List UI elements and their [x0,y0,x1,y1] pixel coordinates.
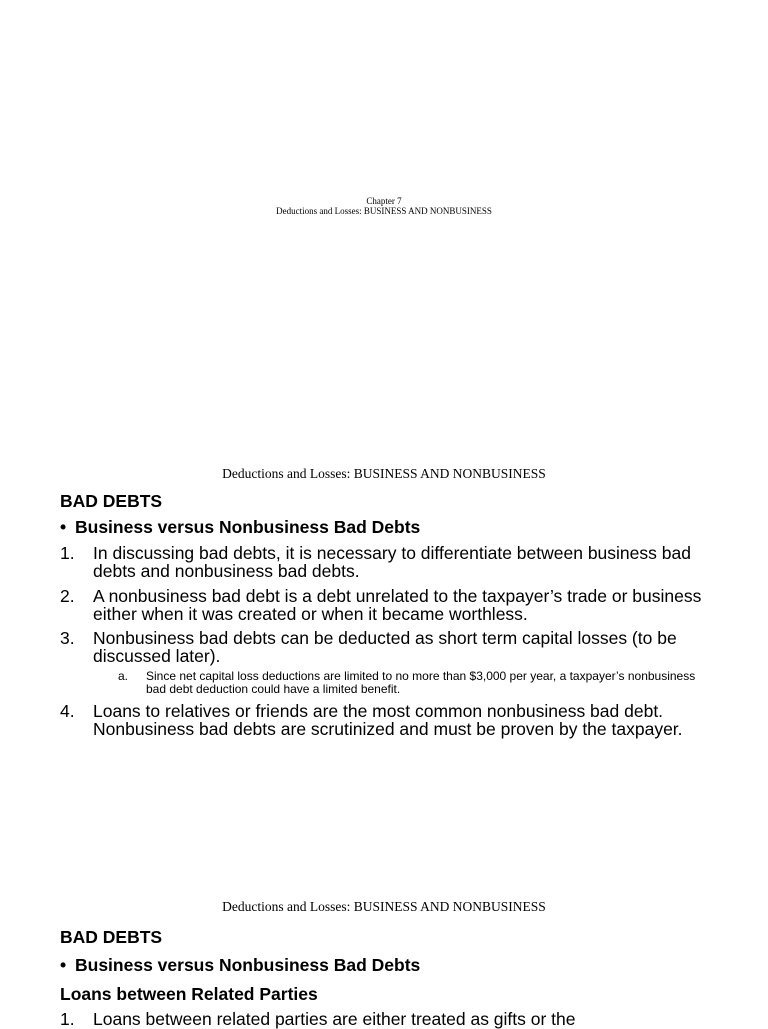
bullet-marker: • [60,955,67,975]
chapter-title-block [0,196,768,216]
list-item-number: 2. [60,586,75,606]
list-item-text: A nonbusiness bad debt is a debt unrelated to the taxpayer’s trade or business either when it was created or when it became worthless. [93,586,702,624]
list-item-number: 4. [60,701,75,721]
list-item [60,703,720,738]
section-heading: BAD DEBTS [60,927,163,947]
list-item-text: Loans between related parties are either treated as gifts or the [93,1009,576,1029]
chapter-number: Chapter 7 [366,196,402,206]
bullet-text: Business versus Nonbusiness Bad Debts [75,517,421,537]
sub-heading: Loans between Related Parties [60,984,318,1004]
chapter-title: Deductions and Losses: BUSINESS AND NONBUSINESS [276,206,492,216]
list-item-number: 1. [60,1009,75,1029]
list-item [60,588,720,623]
bullet-heading [60,955,420,975]
sub-list-item-text: Since net capital loss deductions are limited to no more than $3,000 per year, a taxpayer’s nonbusiness bad debt deduction could have a limited benefit. [146,669,696,696]
list-item [60,630,720,665]
slide-header: Deductions and Losses: BUSINESS AND NONBUSINESS [222,466,546,481]
sub-list-item [118,670,718,696]
bullet-text: Business versus Nonbusiness Bad Debts [75,955,421,975]
list-item-text: Loans to relatives or friends are the most common nonbusiness bad debt. Nonbusiness bad debts are scrutinized and must be proven by the taxpayer. [93,701,683,739]
bullet-heading [60,517,420,537]
list-item [60,545,720,580]
list-item-text: In discussing bad debts, it is necessary to differentiate between business bad debts and nonbusiness bad debts. [93,543,691,581]
list-item-number: 3. [60,628,75,648]
list-item-text: Nonbusiness bad debts can be deducted as short term capital losses (to be discussed later). [93,628,677,666]
sub-list-item-letter: a. [118,669,129,683]
bullet-marker: • [60,517,67,537]
list-item-number: 1. [60,543,75,563]
slide-header: Deductions and Losses: BUSINESS AND NONBUSINESS [222,899,546,914]
section-heading: BAD DEBTS [60,491,163,511]
list-item [60,1011,720,1029]
